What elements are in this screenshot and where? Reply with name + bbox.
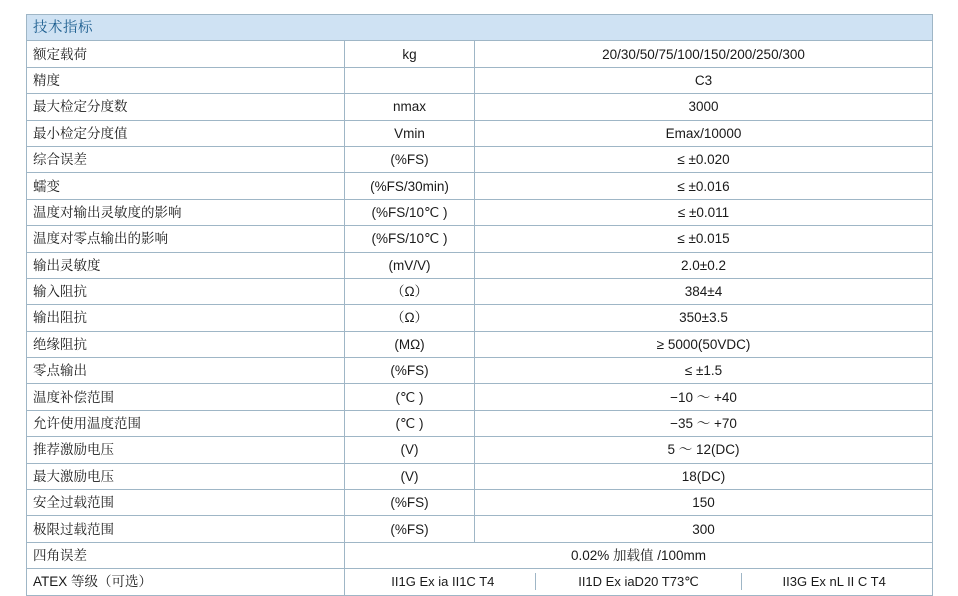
atex-options-group (351, 573, 926, 590)
atex-option-1: II1G Ex ia II1C T4 (391, 574, 495, 590)
row-label: 输出灵敏度 (27, 252, 345, 278)
row-unit: (MΩ) (345, 331, 475, 357)
table-row (27, 490, 933, 516)
table-row (27, 199, 933, 225)
page-title: 技术指标 (33, 19, 93, 36)
row-value: ≤ ±0.016 (475, 173, 933, 199)
row-unit: (%FS) (345, 358, 475, 384)
row-label: 极限过载范围 (27, 516, 345, 542)
row-value: 18(DC) (475, 463, 933, 489)
table-row (27, 120, 933, 146)
row-value: ≤ ±0.020 (475, 146, 933, 172)
table-row (27, 384, 933, 410)
row-value: 20/30/50/75/100/150/200/250/300 (475, 41, 933, 67)
row-value: ≤ ±0.011 (475, 199, 933, 225)
table-row (27, 226, 933, 252)
table-row (27, 67, 933, 93)
row-label: 安全过载范围 (27, 490, 345, 516)
row-unit: (V) (345, 463, 475, 489)
row-label: 精度 (27, 67, 345, 93)
row-label: 允许使用温度范围 (27, 410, 345, 436)
table-row (27, 516, 933, 542)
row-unit: （Ω） (345, 305, 475, 331)
table-row (27, 437, 933, 463)
table-row (27, 252, 933, 278)
row-unit: Vmin (345, 120, 475, 146)
row-value: −10 ～ +40 (475, 384, 933, 410)
row-unit: (%FS/10℃ ) (345, 199, 475, 225)
table-title-cell (27, 15, 933, 41)
row-value: 2.0±0.2 (475, 252, 933, 278)
table-row (27, 331, 933, 357)
row-label: 最大检定分度数 (27, 94, 345, 120)
row-unit: (%FS/10℃ ) (345, 226, 475, 252)
table-row (27, 410, 933, 436)
row-value: 5 ～ 12(DC) (475, 437, 933, 463)
row-label: ATEX 等级（可选） (27, 569, 345, 595)
table-row (27, 173, 933, 199)
row-unit: (℃ ) (345, 410, 475, 436)
row-unit: （Ω） (345, 278, 475, 304)
row-unit: nmax (345, 94, 475, 120)
row-unit (345, 67, 475, 93)
specification-table (26, 14, 933, 596)
row-value: −35 ～ +70 (475, 410, 933, 436)
row-unit: (%FS) (345, 146, 475, 172)
table-body (27, 15, 933, 596)
table-title-row (27, 15, 933, 41)
row-value: 3000 (475, 94, 933, 120)
row-unit: (V) (345, 437, 475, 463)
row-value: Emax/10000 (475, 120, 933, 146)
table-row (27, 463, 933, 489)
table-row (27, 41, 933, 67)
row-value: ≥ 5000(50VDC) (475, 331, 933, 357)
row-label: 推荐激励电压 (27, 437, 345, 463)
row-label: 零点输出 (27, 358, 345, 384)
row-unit: (%FS/30min) (345, 173, 475, 199)
atex-row (27, 569, 933, 595)
row-value: ≤ ±1.5 (475, 358, 933, 384)
table-row (27, 305, 933, 331)
table-row (27, 94, 933, 120)
row-label: 四角误差 (27, 542, 345, 568)
atex-option-2: II1D Ex iaD20 T73℃ (535, 573, 743, 590)
row-value: 350±3.5 (475, 305, 933, 331)
row-label: 最小检定分度值 (27, 120, 345, 146)
row-label: 温度补偿范围 (27, 384, 345, 410)
row-label: 温度对零点输出的影响 (27, 226, 345, 252)
row-value: C3 (475, 67, 933, 93)
row-label: 输出阻抗 (27, 305, 345, 331)
atex-options-cell (345, 569, 933, 595)
row-unit: (%FS) (345, 516, 475, 542)
row-value: 300 (475, 516, 933, 542)
row-label: 蠕变 (27, 173, 345, 199)
row-value: 384±4 (475, 278, 933, 304)
row-label: 温度对输出灵敏度的影响 (27, 199, 345, 225)
row-unit: (℃ ) (345, 384, 475, 410)
row-value: ≤ ±0.015 (475, 226, 933, 252)
atex-option-3: II3G Ex nL II C T4 (782, 574, 886, 590)
row-unit: (mV/V) (345, 252, 475, 278)
row-value: 0.02% 加载值 /100mm (345, 542, 933, 568)
row-unit: kg (345, 41, 475, 67)
row-label: 输入阻抗 (27, 278, 345, 304)
row-label: 额定载荷 (27, 41, 345, 67)
table-row (27, 146, 933, 172)
table-row (27, 358, 933, 384)
corner-error-row (27, 542, 933, 568)
row-label: 最大激励电压 (27, 463, 345, 489)
row-label: 综合误差 (27, 146, 345, 172)
row-value: 150 (475, 490, 933, 516)
table-row (27, 278, 933, 304)
row-label: 绝缘阻抗 (27, 331, 345, 357)
row-unit: (%FS) (345, 490, 475, 516)
